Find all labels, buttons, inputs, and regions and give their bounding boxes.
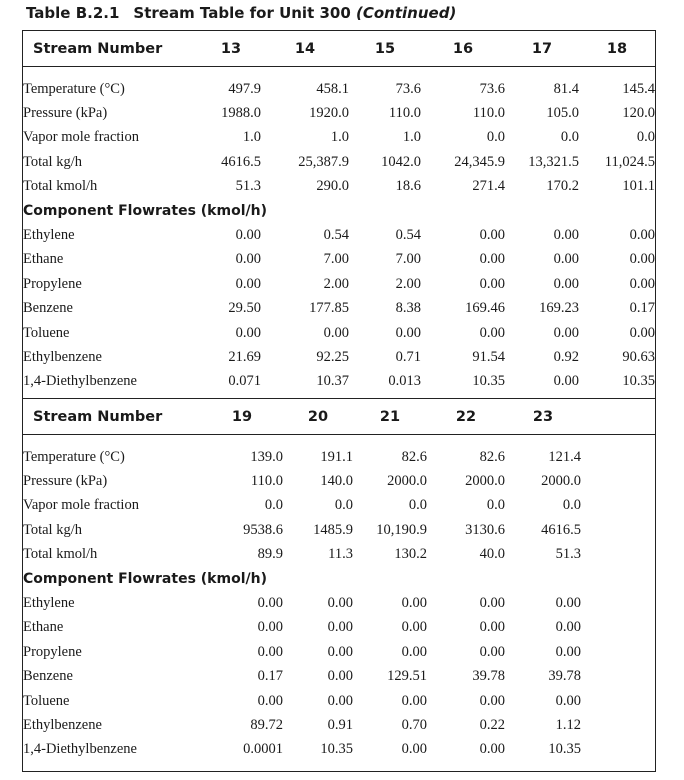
table-row [23,77,655,101]
cell: 73.6 [395,80,421,97]
cell: 0.071 [228,373,261,390]
stream-table-block-1 [23,31,655,394]
cell: 170.2 [546,178,579,195]
table-row [23,543,655,567]
cell: 0.0 [562,497,581,514]
cell: 0.00 [235,227,261,244]
cell: 0.00 [401,595,427,612]
cell: 458.1 [316,80,349,97]
cell: 0.17 [629,300,655,317]
cell: 8.38 [395,300,421,317]
cell: 0.00 [555,643,581,660]
table-number: Table B.2.1 [26,4,120,22]
component-label: Benzene [23,668,73,685]
cell: 0.00 [479,692,505,709]
row-label: Total kmol/h [23,546,98,563]
section-header-row [23,567,655,591]
cell: 7.00 [395,251,421,268]
table-row [23,101,655,125]
stream-number: 16 [452,41,474,57]
cell: 73.6 [479,80,505,97]
cell: 0.00 [327,692,353,709]
cell: 0.00 [629,275,655,292]
cell: 169.23 [539,300,579,317]
cell: 0.0 [334,497,353,514]
cell: 0.00 [401,643,427,660]
cell: 2000.0 [541,473,581,490]
cell: 91.54 [472,348,505,365]
cell: 0.70 [401,716,427,733]
row-label: Total kmol/h [23,178,98,195]
table-row [23,689,655,713]
cell: 0.92 [553,348,579,365]
cell: 169.46 [465,300,505,317]
table-row [23,640,655,664]
cell: 90.63 [622,348,655,365]
section-header: Component Flowrates (kmol/h) [23,203,267,220]
cell: 2000.0 [387,473,427,490]
cell: 0.00 [327,668,353,685]
component-label: Propylene [23,275,82,292]
row-label: Pressure (kPa) [23,473,108,490]
cell: 0.00 [257,595,283,612]
cell: 0.00 [235,275,261,292]
cell: 82.6 [479,448,505,465]
cell: 191.1 [320,448,353,465]
cell: 1920.0 [309,105,349,122]
cell: 105.0 [546,105,579,122]
row-label: Pressure (kPa) [23,105,108,122]
cell: 271.4 [472,178,505,195]
table-row [23,665,655,689]
component-label: Ethane [23,619,64,636]
table-row [23,469,655,493]
table-caption [26,4,456,22]
component-label: Benzene [23,300,73,317]
component-label: 1,4-Diethylbenzene [23,741,137,758]
cell: 0.0 [486,497,505,514]
component-label: Toluene [23,324,70,341]
cell: 81.4 [553,80,579,97]
cell: 0.71 [395,348,421,365]
cell: 139.0 [250,448,283,465]
section-header: Component Flowrates (kmol/h) [23,571,267,588]
cell: 10.37 [316,373,349,390]
cell: 25,387.9 [298,153,349,170]
table-row [23,370,655,394]
stream-number: 18 [606,41,628,57]
table-row [23,297,655,321]
cell: 0.00 [629,227,655,244]
stream-number: 23 [532,409,554,425]
cell: 145.4 [622,80,655,97]
cell: 0.00 [553,227,579,244]
cell: 0.0 [636,129,655,146]
table-row [23,591,655,615]
cell: 0.0 [486,129,505,146]
component-label: Toluene [23,692,70,709]
cell: 0.00 [555,692,581,709]
cell: 2000.0 [465,473,505,490]
cell: 0.00 [553,275,579,292]
component-label: Ethylene [23,595,75,612]
cell: 89.72 [250,716,283,733]
cell: 0.00 [257,619,283,636]
cell: 82.6 [401,448,427,465]
cell: 0.00 [479,643,505,660]
stream-number-row [23,399,655,435]
cell: 0.00 [553,324,579,341]
component-label: Ethylene [23,227,75,244]
cell: 24,345.9 [454,153,505,170]
cell: 0.00 [479,741,505,758]
cell: 0.00 [555,619,581,636]
cell: 0.0 [264,497,283,514]
table-row [23,175,655,199]
cell: 0.0 [408,497,427,514]
cell: 92.25 [316,348,349,365]
cell: 177.85 [309,300,349,317]
cell: 110.0 [388,105,421,122]
table-row [23,223,655,247]
cell: 11.3 [328,546,353,563]
table-title: Stream Table for Unit 300 [133,4,351,22]
cell: 120.0 [622,105,655,122]
cell: 140.0 [320,473,353,490]
cell: 7.00 [323,251,349,268]
stream-table-block-2 [23,399,655,762]
cell: 1.0 [242,129,261,146]
cell: 0.00 [257,643,283,660]
stream-number: 14 [294,41,316,57]
cell: 1042.0 [381,153,421,170]
cell: 0.00 [479,275,505,292]
cell: 51.3 [555,546,581,563]
table-continued: (Continued) [356,4,457,22]
row-label: Temperature (°C) [23,448,125,465]
cell: 0.00 [479,324,505,341]
cell: 0.00 [629,251,655,268]
cell: 21.69 [228,348,261,365]
row-label: Vapor mole fraction [23,129,139,146]
stream-number-row [23,31,655,67]
cell: 101.1 [622,178,655,195]
cell: 0.0 [560,129,579,146]
row-label: Total kg/h [23,153,82,170]
cell: 0.00 [479,595,505,612]
section-header-row [23,199,655,223]
cell: 0.00 [327,595,353,612]
cell: 0.00 [479,227,505,244]
cell: 130.2 [394,546,427,563]
cell: 1988.0 [221,105,261,122]
cell: 10.35 [622,373,655,390]
cell: 18.6 [395,178,421,195]
cell: 0.54 [323,227,349,244]
cell: 2.00 [395,275,421,292]
cell: 0.00 [629,324,655,341]
table-row [23,321,655,345]
cell: 0.54 [395,227,421,244]
cell: 2.00 [323,275,349,292]
cell: 10,190.9 [376,521,427,538]
component-label: Propylene [23,643,82,660]
cell: 0.00 [553,251,579,268]
cell: 0.00 [235,251,261,268]
stream-number: 17 [531,41,553,57]
cell: 4616.5 [221,153,261,170]
cell: 0.0001 [243,741,283,758]
cell: 9538.6 [243,521,283,538]
cell: 39.78 [472,668,505,685]
stream-number: 22 [455,409,477,425]
cell: 1485.9 [313,521,353,538]
cell: 290.0 [316,178,349,195]
row-label: Stream Number [33,409,163,425]
cell: 0.17 [257,668,283,685]
table-row [23,272,655,296]
cell: 1.0 [402,129,421,146]
cell: 13,321.5 [528,153,579,170]
cell: 10.35 [548,741,581,758]
component-label: Ethylbenzene [23,716,102,733]
cell: 121.4 [548,448,581,465]
cell: 0.00 [401,619,427,636]
cell: 3130.6 [465,521,505,538]
stream-number: 13 [220,41,242,57]
table-row [23,738,655,762]
cell: 89.9 [257,546,283,563]
cell: 129.51 [387,668,427,685]
cell: 39.78 [548,668,581,685]
table-row [23,518,655,542]
cell: 0.00 [327,619,353,636]
cell: 0.00 [323,324,349,341]
stream-number: 15 [374,41,396,57]
table-row [23,150,655,174]
cell: 10.35 [472,373,505,390]
cell: 0.00 [235,324,261,341]
table-row [23,345,655,369]
cell: 0.00 [555,595,581,612]
cell: 4616.5 [541,521,581,538]
stream-number: 21 [379,409,401,425]
cell: 0.91 [327,716,353,733]
component-label: Ethane [23,251,64,268]
cell: 0.00 [257,692,283,709]
cell: 0.00 [401,692,427,709]
table-row [23,494,655,518]
cell: 0.00 [401,741,427,758]
table-row [23,126,655,150]
cell: 1.0 [330,129,349,146]
cell: 40.0 [479,546,505,563]
cell: 29.50 [228,300,261,317]
table-row [23,616,655,640]
cell: 0.22 [479,716,505,733]
stream-number: 19 [231,409,253,425]
cell: 1.12 [555,716,581,733]
stream-number: 20 [307,409,329,425]
table-row [23,445,655,469]
cell: 11,024.5 [604,153,655,170]
cell: 10.35 [320,741,353,758]
cell: 0.013 [388,373,421,390]
cell: 51.3 [235,178,261,195]
table-row [23,248,655,272]
cell: 0.00 [327,643,353,660]
component-label: 1,4-Diethylbenzene [23,373,137,390]
table-row [23,713,655,737]
cell: 0.00 [479,251,505,268]
row-label: Temperature (°C) [23,80,125,97]
cell: 0.00 [395,324,421,341]
cell: 0.00 [479,619,505,636]
cell: 110.0 [250,473,283,490]
component-label: Ethylbenzene [23,348,102,365]
cell: 110.0 [472,105,505,122]
row-label: Vapor mole fraction [23,497,139,514]
cell: 0.00 [553,373,579,390]
row-label: Stream Number [33,41,163,57]
cell: 497.9 [228,80,261,97]
row-label: Total kg/h [23,521,82,538]
